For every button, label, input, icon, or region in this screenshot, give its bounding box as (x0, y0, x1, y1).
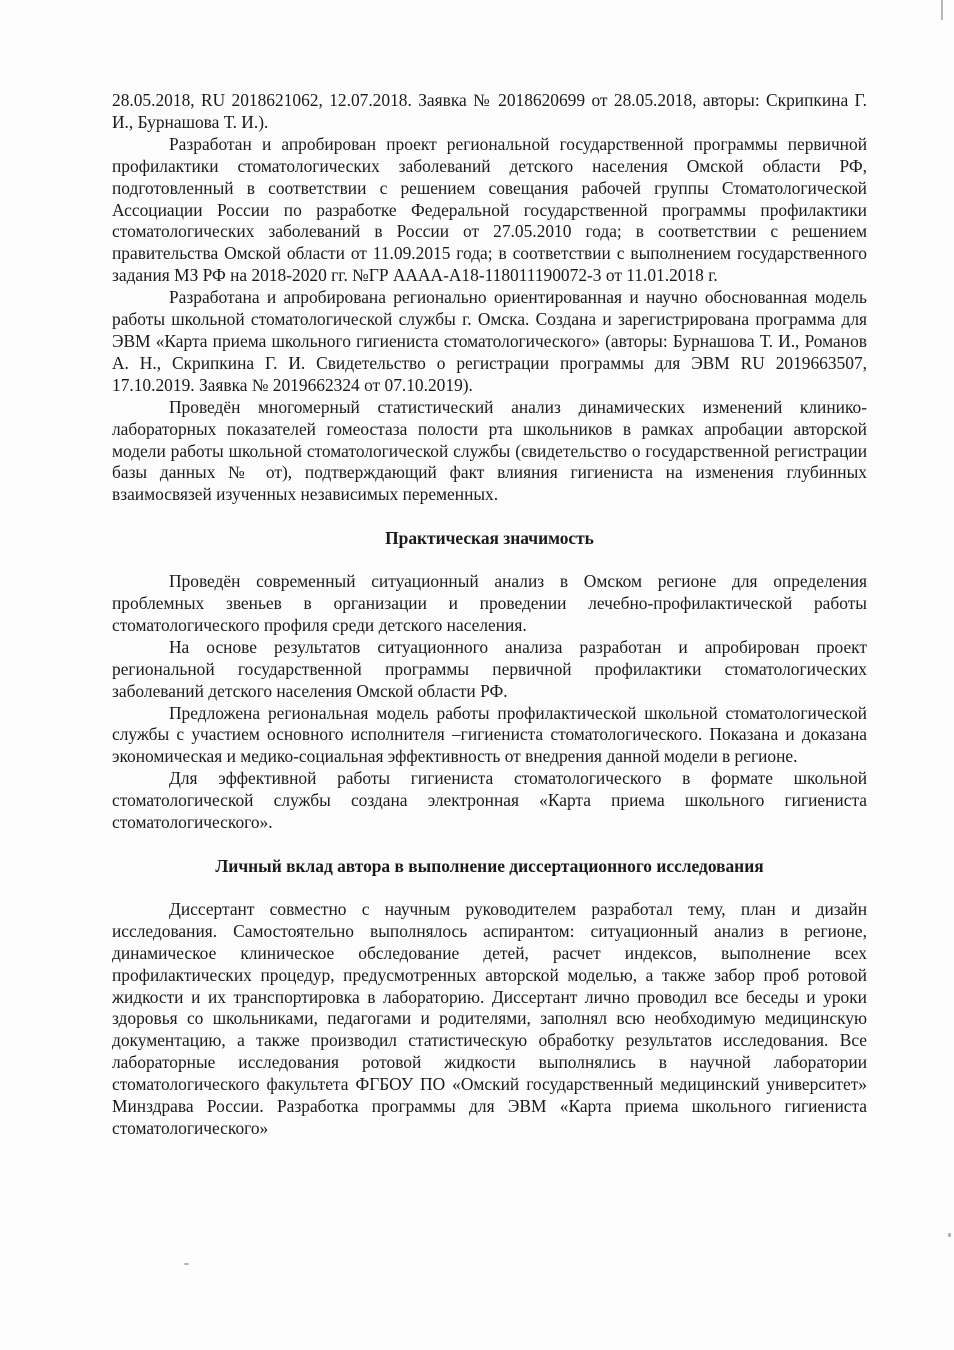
scan-edge-mark (941, 0, 943, 20)
scan-dot (184, 1263, 189, 1265)
paragraph-contribution: Диссертант совместно с научным руководителем разработал тему, план и дизайн исследования. Самостоятельно выполнялось аспирантом: ситуационный анализ в регионе, динамическое клиническое обследование детей, расчет индексов, выполнение всех профилактических процедур, предусмотренных авторской моделью, а также забор проб ротовой жидкости и их транспортировка в лабораторию. Диссертант лично проводил все беседы и уроки здоровья со школьниками, педагогами и родителями, заполнял всю необходимую медицинскую документацию, а также производил статистическую обработку результатов исследования. Все лабораторные исследования ротовой жидкости выполнялись в научной лаборатории стоматологического факультета ФГБОУ ПО «Омский государственный медицинский университет» Минздрава России. Разработка программы для ЭВМ «Карта приема школьного гигиениста стоматологического» (112, 898, 867, 1138)
paragraph-school-model: Разработана и апробирована регионально ориентированная и научно обоснованная модель работы школьной стоматологической службы г. Омска. Создана и зарегистрирована программа для ЭВМ «Карта приема школьного гигиениста стоматологического» (авторы: Бурнашова Т. И., Романов А. Н., Скрипкина Г. И. Свидетельство о регистрации программы для ЭВМ RU 2019663507, 17.10.2019. Заявка № 2019662324 от 07.10.2019). (112, 287, 867, 395)
scan-dot (948, 1233, 951, 1237)
document-page (112, 90, 867, 1140)
paragraph-regional-model: Предложена региональная модель работы профилактической школьной стоматологической службы с участием основного исполнителя –гигиениста стоматологического. Показана и доказана экономическая и медико-социальная эффективность от внедрения данной модели в регионе. (112, 702, 867, 767)
paragraph-statistical-analysis: Проведён многомерный статистический анализ динамических изменений клинико-лабораторных показателей гомеостаза полости рта школьников в рамках апробации авторской модели работы школьной стоматологической службы (свидетельство о государственной регистрации базы данных № от), подтверждающий факт влияния гигиениста на изменения глубинных взаимосвязей изученных независимых переменных. (112, 396, 867, 505)
heading-practical-significance: Практическая значимость (385, 528, 594, 549)
paragraph-continuation: 28.05.2018, RU 2018621062, 12.07.2018. Заявка № 2018620699 от 28.05.2018, авторы: Скрипкина Г. И., Бурнашова Т. И.). (112, 90, 867, 132)
paragraph-program-project: Разработан и апробирован проект региональной государственной программы первичной профилактики стоматологических заболеваний детского населения Омской области РФ, подготовленный в соответствии с решением совещания рабочей группы Стоматологической Ассоциации России по разработке Федеральной государственной программы профилактики стоматологических заболеваний в России от 27.05.2010 года; в соответствии с решением правительства Омской области от 11.09.2015 года; в соответствии с выполнением государственного задания МЗ РФ на 2018-2020 гг. №ГР АААА-А18-118011190072-3 от 11.01.2018 г. (112, 133, 867, 286)
paragraph-regional-program: На основе результатов ситуационного анализа разработан и апробирован проект региональной государственной программы первичной профилактики стоматологических заболеваний детского населения Омской области РФ. (112, 636, 867, 701)
paragraph-electronic-card: Для эффективной работы гигиениста стоматологического в формате школьной стоматологической службы создана электронная «Карта приема школьного гигиениста стоматологического». (112, 768, 867, 833)
paragraph-situational-analysis: Проведён современный ситуационный анализ в Омском регионе для определения проблемных звеньев в организации и проведении лечебно-профилактической работы стоматологического профиля среди детского населения. (112, 571, 867, 635)
heading-author-contribution: Личный вклад автора в выполнение диссертационного исследования (215, 856, 764, 876)
